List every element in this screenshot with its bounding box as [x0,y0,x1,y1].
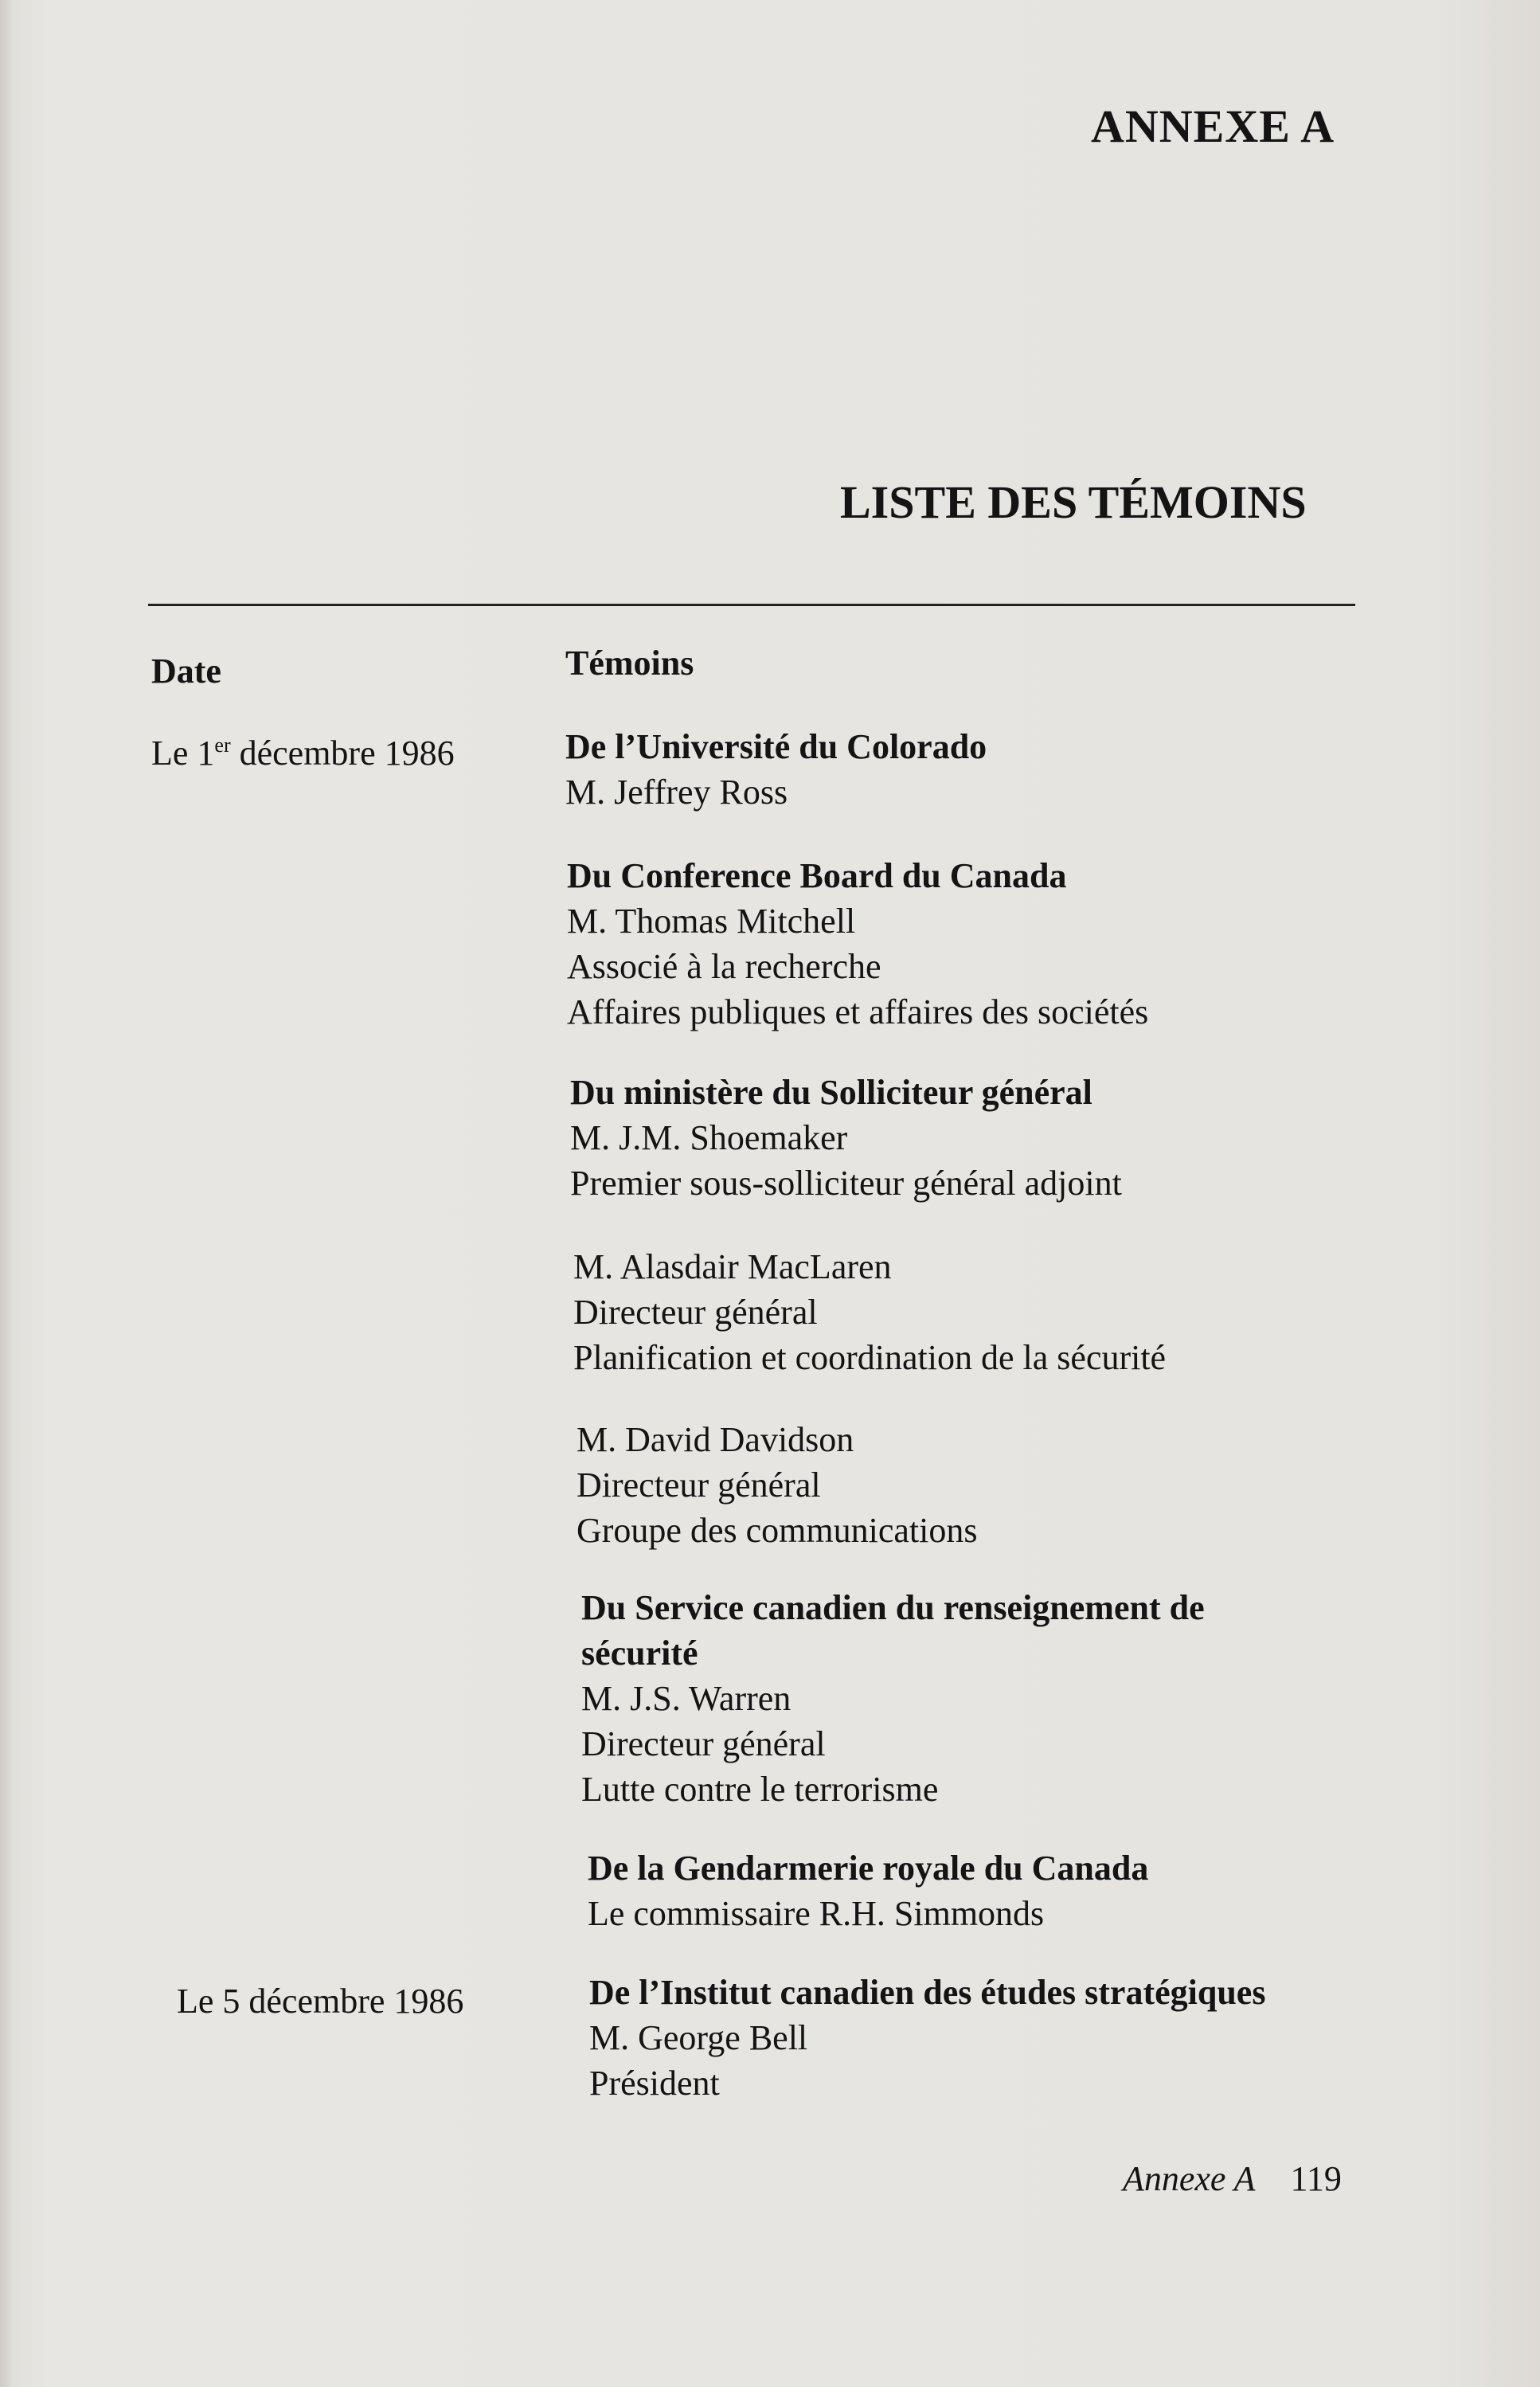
witness-line: Lutte contre le terrorisme [581,1770,939,1809]
footer-label: Annexe A [1123,2159,1256,2198]
organization: De l’Institut canadien des études stratégiques [589,1973,1266,2012]
witness-line: Directeur général [581,1724,826,1763]
page-number: 119 [1290,2159,1342,2198]
witness-line: M. Alasdair MacLaren [573,1247,892,1286]
organization: Du Service canadien du renseignement de [581,1588,1205,1627]
witness-group [589,1970,1265,2106]
annexe-heading: ANNEXE A [1091,100,1335,152]
organization: sécurité [581,1634,698,1673]
witness-line: M. J.S. Warren [581,1679,791,1718]
organization: Du ministère du Solliciteur général [570,1073,1092,1112]
witness-group [570,1070,1122,1206]
column-header-date: Date [151,652,221,691]
witness-group [573,1244,1166,1380]
witness-group [581,1585,1205,1812]
witness-group [588,1845,1148,1936]
witness-group [565,724,987,815]
organization: Du Conference Board du Canada [567,856,1067,895]
witness-line: Groupe des communications [577,1511,978,1550]
witness-line: M. Thomas Mitchell [567,902,856,941]
witness-line: Associé à la recherche [567,947,881,986]
witness-group [567,853,1148,1035]
column-header-witnesses: Témoins [565,644,694,683]
witness-line: Premier sous-solliciteur général adjoint [570,1164,1122,1203]
divider [148,604,1355,606]
organization: De la Gendarmerie royale du Canada [588,1849,1149,1888]
witness-line: Le commissaire R.H. Simmonds [588,1894,1045,1933]
witness-line: Affaires publiques et affaires des sociétés [567,992,1149,1031]
witness-line: Président [589,2064,720,2103]
witness-line: Planification et coordination de la sécurité [573,1338,1167,1377]
page-title: LISTE DES TÉMOINS [840,476,1307,528]
witness-line: Directeur général [573,1293,818,1332]
organization: De l’Université du Colorado [565,727,987,766]
witness-line: M. David Davidson [577,1420,854,1459]
witness-group [577,1417,977,1553]
witness-line: M. George Bell [589,2018,808,2057]
witness-line: M. Jeffrey Ross [565,773,788,812]
witness-line: Directeur général [577,1465,821,1505]
witness-line: M. J.M. Shoemaker [570,1118,848,1157]
date-entry: Le 5 décembre 1986 [177,1982,464,2021]
page-footer [1123,2158,1342,2199]
date-entry: Le 1er décembre 1986 [151,734,455,773]
